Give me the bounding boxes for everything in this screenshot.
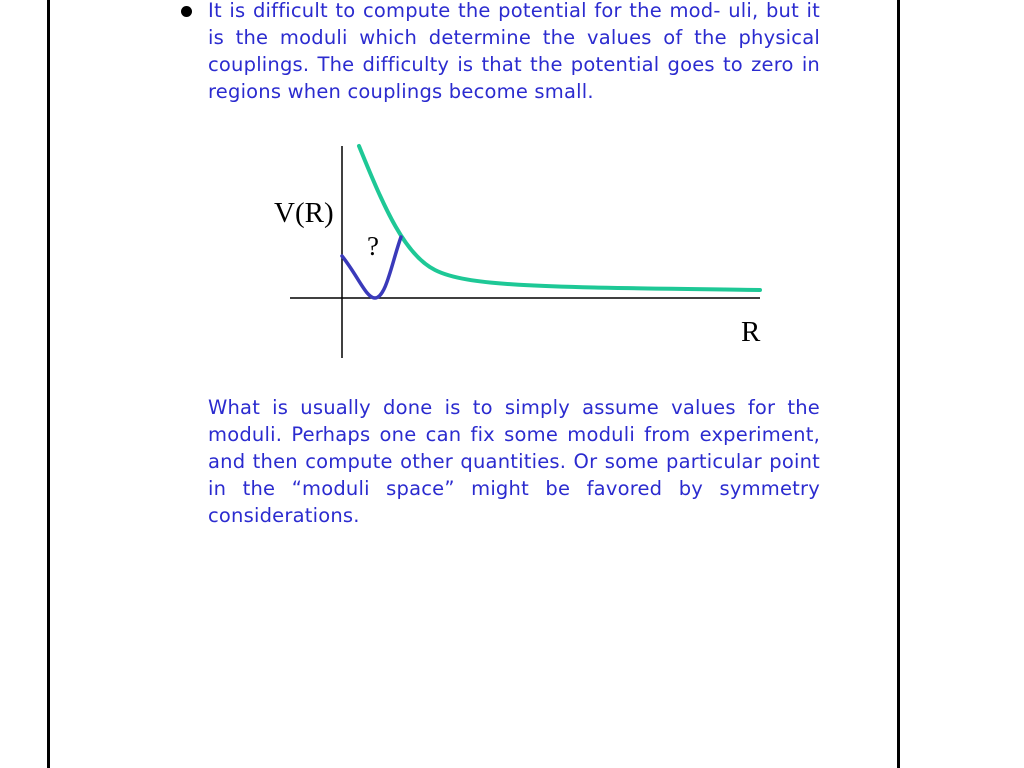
y-axis-label: V(R) — [274, 197, 334, 229]
paragraph-potential-difficulty: It is difficult to compute the potential for the mod- uli, but it is the moduli which determine the values of the physical couplings. The difficulty is that the potential goes to zero in regions when couplings become small. — [208, 0, 820, 103]
slide-frame-left-border — [47, 0, 50, 768]
guessed-potential-curve — [342, 237, 401, 298]
bullet-point — [181, 6, 192, 17]
x-axis-label: R — [741, 316, 761, 348]
paragraph-moduli-assumption: What is usually done is to simply assume values for the moduli. Perhaps one can fix some moduli from experiment, and then compute other quantities. Or some particular point in the “moduli space” might be favored by symmetry considerations. — [208, 396, 820, 527]
known-potential-curve — [359, 146, 760, 290]
question-mark-label: ? — [367, 231, 379, 261]
slide-frame-right-border — [897, 0, 900, 768]
